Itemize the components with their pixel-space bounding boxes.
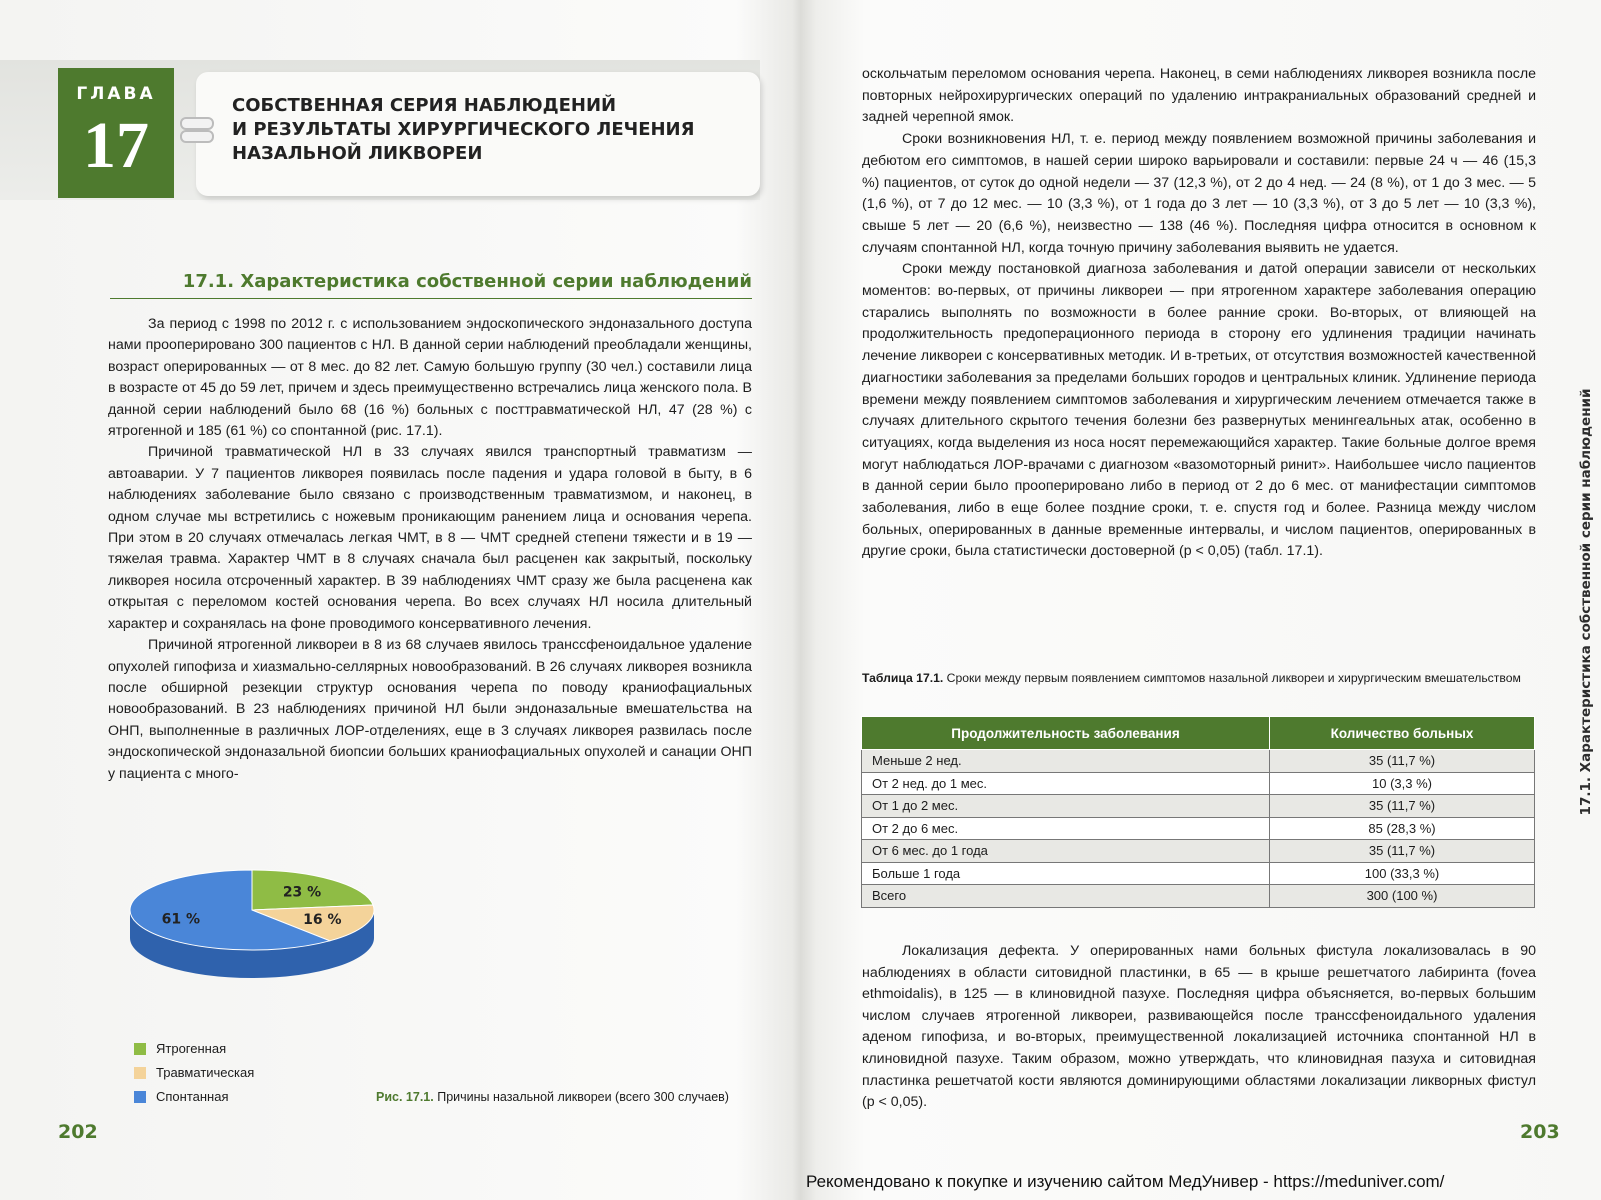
table-row	[862, 862, 1535, 885]
chapter-badge	[58, 68, 174, 198]
legend-label: Ятрогенная	[156, 1041, 227, 1056]
legend-item	[134, 1085, 254, 1109]
running-section-label: 17.1. Характеристика собственной серии наблюдений	[1578, 388, 1594, 816]
chapter-label: ГЛАВА	[76, 84, 156, 104]
figure-caption	[376, 1090, 729, 1104]
body-paragraph: Сроки возникновения НЛ, т. е. период между появлением возможной причины заболевания и дебютом его симптомов, в нашей серии широко варьировали и составили: первые 24 ч — 46 (15,3 %) пациентов, от суток до одной недели — 37 (12,3 %), от 2 до 4 нед. — 24 (8 %), от 1 до 3 мес. — 5 (1,6 %), от 7 до 12 мес. — 10 (3,3 %), от 1 года до 3 лет — 10 (3,3 %), от 3 до 5 лет — 10 (3,3 %), свыше 5 лет — 20 (6,6 %), неизвестно — 138 (46 %). Последняя цифра относится в основном к случаям спонтанной НЛ, когда точную причину заболевания выявить не удается.	[862, 131, 1536, 256]
page-number-right: 203	[1520, 1121, 1560, 1143]
body-paragraph: Причиной травматической НЛ в 33 случаях явился транспортный травматизм — автоаварии. У 7 пациентов ликворея появилась после падения и удара головой в быту, в 6 наблюдениях заболевание было связано с производственным травматизмом, и наконец, в одном случае мы встретились с ножевым проникающим ранением лица и основания черепа. При этом в 20 случаях отмечалась легкая ЧМТ, в 8 — ЧМТ средней степени тяжести и в 19 — тяжелая травма. Характер ЧМТ в 8 случаях сначала был расценен как закрытый, поскольку ликворея носила отсроченный характер. В 39 наблюдениях ЧМТ сразу же была расценена как открытая с переломом костей основания черепа. Во всех случаях НЛ носила длительный характер и сохранялась на фоне проводимого консервативного лечения.	[108, 444, 752, 632]
legend-label: Травматическая	[156, 1065, 255, 1080]
left-page	[0, 0, 800, 1160]
chapter-title-card	[196, 72, 760, 196]
chapter-title	[232, 94, 752, 166]
table-caption-text: Сроки между первым появлением симптомов назальной ликвореи и хирургическим вмешательством	[943, 671, 1521, 685]
table-cell: От 6 мес. до 1 года	[862, 840, 1270, 863]
legend-item	[134, 1037, 254, 1061]
chapter-title-line: СОБСТВЕННАЯ СЕРИЯ НАБЛЮДЕНИЙ	[232, 95, 617, 116]
chart-legend	[134, 1037, 254, 1109]
table-row	[862, 795, 1535, 818]
pie-slice-label: 23 %	[282, 884, 322, 901]
table-cell: 10 (3,3 %)	[1270, 772, 1535, 795]
table-row	[862, 817, 1535, 840]
table-row	[862, 772, 1535, 795]
figure-caption-label: Рис. 17.1.	[376, 1090, 434, 1104]
duration-table	[861, 716, 1535, 908]
table-caption	[862, 670, 1536, 687]
legend-swatch	[134, 1067, 146, 1079]
binder-ring-icon	[180, 130, 214, 143]
table-cell: 100 (33,3 %)	[1270, 862, 1535, 885]
table-cell: 35 (11,7 %)	[1270, 840, 1535, 863]
table-row	[862, 750, 1535, 773]
table-cell: От 1 до 2 мес.	[862, 795, 1270, 818]
footer-recommendation: Рекомендовано к покупке и изучению сайтом МедУнивер - https://meduniver.com/	[806, 1172, 1445, 1191]
figure-caption-text: Причины назальной ликвореи (всего 300 случаев)	[433, 1090, 729, 1104]
chapter-title-line: НАЗАЛЬНОЙ ЛИКВОРЕИ	[232, 143, 483, 164]
left-body-text	[108, 314, 752, 785]
table-cell: От 2 до 6 мес.	[862, 817, 1270, 840]
table-cell: Всего	[862, 885, 1270, 908]
pie-slices	[130, 870, 374, 950]
legend-swatch	[134, 1043, 146, 1055]
page-number-left: 202	[58, 1121, 98, 1143]
column-header: Продолжительность заболевания	[862, 717, 1270, 750]
table-cell: От 2 нед. до 1 мес.	[862, 772, 1270, 795]
legend-label: Спонтанная	[156, 1089, 229, 1104]
column-header: Количество больных	[1270, 717, 1535, 750]
table-cell: 85 (28,3 %)	[1270, 817, 1535, 840]
body-paragraph: Причиной ятрогенной ликвореи в 8 из 68 случаев явилось транссфеноидальное удаление опухолей гипофиза и хиазмально-селлярных новообразований. В 26 случаях ликворея возникла после обширной резекции структур основания черепа по поводу краниофациальных новообразований. В 23 наблюдениях причиной НЛ были эндоназальные вмешательства на ОНП, выполненные в различных ЛОР-отделениях, еще в 3 случаях ликворея развилась после эндоскопической эндоназальной биопсии больших краниофациальных опухолей и санации ОНП у пациента с много-	[108, 637, 752, 782]
table-cell: Меньше 2 нед.	[862, 750, 1270, 773]
table-caption-label: Таблица 17.1.	[862, 671, 944, 685]
right-body-text	[862, 64, 1536, 563]
chapter-title-line: И РЕЗУЛЬТАТЫ ХИРУРГИЧЕСКОГО ЛЕЧЕНИЯ	[232, 119, 695, 140]
body-paragraph: Локализация дефекта. У оперированных нами больных фистула локализовалась в 90 наблюдениях в области ситовидной пластинки, в 65 — в крыше решетчатого лабиринта (fovea ethmoidalis), в 125 — в клиновидной пазухе. Последняя цифра объясняется, во-первых большим числом случаев ятрогенной ликвореи, развивающейся после транссфеноидального удаления аденом гипофиза, и во-вторых, преимущественной локализацией источника спонтанной НЛ в клиновидной пазухе. Таким образом, можно утверждать, что клиновидная пазуха и ситовидная пластинка решетчатой кости являются доминирующими областями локализации ликворных фистул (p < 0,05).	[862, 943, 1536, 1111]
table-row	[862, 840, 1535, 863]
right-body-text-lower	[862, 941, 1536, 1114]
table-row	[862, 885, 1535, 908]
chapter-number: 17	[83, 109, 149, 182]
body-paragraph: оскольчатым переломом основания черепа. Наконец, в семи наблюдениях ликворея возникла после повторных нейрохирургических операций по удалению интракраниальных образований средней и задней черепной ямок.	[862, 66, 1536, 126]
table-header-row	[862, 717, 1535, 750]
legend-swatch	[134, 1091, 146, 1103]
table-cell: 35 (11,7 %)	[1270, 750, 1535, 773]
body-paragraph: За период с 1998 по 2012 г. с использованием эндоскопического эндоназального доступа нами прооперировано 300 пациентов с НЛ. В данной серии наблюдений преобладали женщины, возраст оперированных — от 8 мес. до 82 лет. Самую большую группу (30 чел.) составили лица в возрасте от 45 до 59 лет, причем и здесь преимущественно встречались лица женского пола. В данной серии наблюдений было 68 (16 %) больных с посттравматической НЛ, 47 (28 %) с ятрогенной и 185 (61 %) со спонтанной (рис. 17.1).	[108, 316, 752, 440]
section-heading: 17.1. Характеристика собственной серии наблюдений	[110, 271, 752, 299]
pie-slice-label: 16 %	[303, 912, 342, 929]
binder-ring-icon	[180, 117, 214, 130]
table-cell: 35 (11,7 %)	[1270, 795, 1535, 818]
legend-item	[134, 1061, 254, 1085]
table-cell: 300 (100 %)	[1270, 885, 1535, 908]
table-cell: Больше 1 года	[862, 862, 1270, 885]
pie-slice-label: 61 %	[161, 911, 201, 928]
body-paragraph: Сроки между постановкой диагноза заболевания и датой операции зависели от нескольких моментов: во-первых, от причины ликвореи — при ятрогенном характере заболевания операцию старались выполнять по возможности в более ранние сроки. Во-вторых, от влияющей на продолжительность предоперационного периода в сторону его удлинения традиции начинать лечение ликвореи с консервативных методик. И в-третьих, от отсутствия возможностей качественной диагностики заболевания за пределами больших городов и центральных клиник. Удлинение периода времени между появлением симптомов заболевания и хирургическим лечением отмечается также в случаях длительного скрытого течения болезни без развернутых менингеальных атак, особенно в ситуациях, когда выделения из носа носят перемежающийся характер. Такие больные долгое время могут наблюдаться ЛОР-врачами с диагнозом «вазомоторный ринит». Наибольшее число пациентов в данной серии было прооперировано либо в период от 2 до 6 мес. от манифестации симптомов заболевания, либо в еще более поздние сроки, т. е. спустя год и более. Разница между числом больных, оперированных в данные временные интервалы, и числом пациентов, оперированных в другие сроки, была статистически достоверной (p < 0,05) (табл. 17.1).	[862, 261, 1536, 560]
pie-chart	[120, 862, 410, 1012]
